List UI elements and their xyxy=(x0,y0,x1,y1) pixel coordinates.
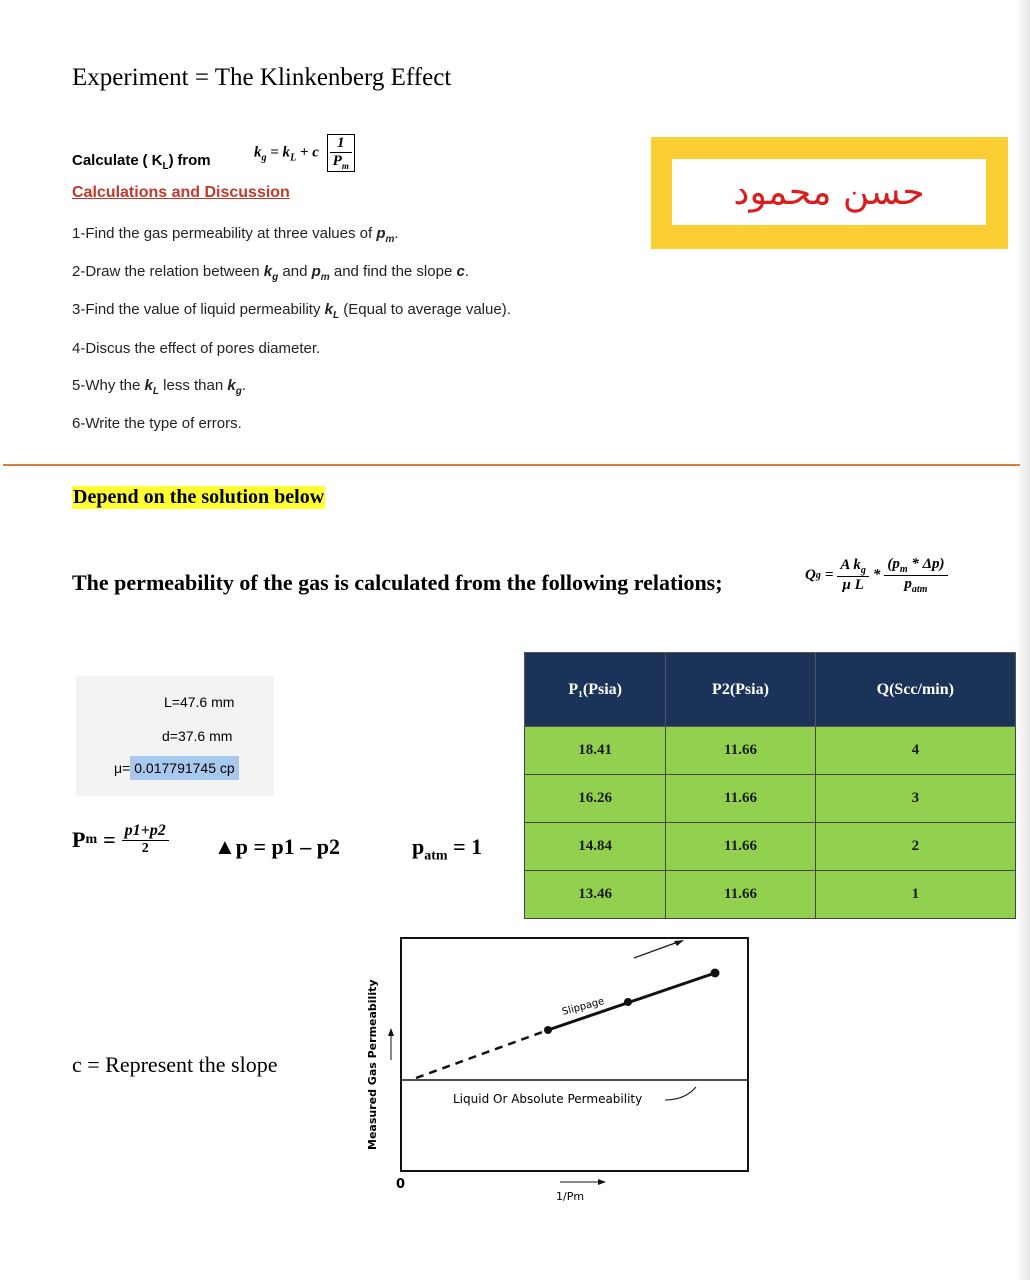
extrapolated-line xyxy=(416,1030,548,1078)
table-row xyxy=(525,727,1016,775)
cell-q: 4 xyxy=(815,727,1015,775)
list-item-5: 5-Why the $k_L$ less than $k_g$. xyxy=(72,377,246,397)
slippage-arrowhead xyxy=(674,940,684,946)
slope-note: c = Represent the slope xyxy=(72,1052,278,1077)
cell-p2: 11.66 xyxy=(666,871,815,919)
cell-q: 3 xyxy=(815,775,1015,823)
data-point-1 xyxy=(544,1026,552,1034)
calculate-prefix: Calculate xyxy=(72,152,139,169)
calculate-line xyxy=(72,152,211,172)
header-p1: P₁(Psia) xyxy=(525,653,666,727)
graph-frame xyxy=(401,938,748,1171)
page-edge-shadow xyxy=(1016,0,1030,1280)
table-header-row xyxy=(525,653,1016,727)
slippage-arrow xyxy=(634,942,678,958)
cell-p1: 13.46 xyxy=(525,871,666,919)
cell-q: 2 xyxy=(815,823,1015,871)
gas-flow-formula: Q g = $\frac{A k_g}{\text{μ L}}$ * $\frac{(p_m * \Delta p)}{p_{atm}}$ xyxy=(805,556,948,595)
name-box xyxy=(651,137,1008,249)
cell-p2: 11.66 xyxy=(666,823,815,871)
list-item-3: 3-Find the value of liquid permeability $k_L$ (Equal to average value). xyxy=(72,301,511,321)
calculations-heading: Calculations and Discussion xyxy=(72,184,290,201)
x-axis-arrowhead xyxy=(598,1179,606,1185)
data-table xyxy=(524,652,1016,919)
cell-q: 1 xyxy=(815,871,1015,919)
sample-parameters xyxy=(76,676,274,796)
list-item-2: 2-Draw the relation between $k_g$ and $p_m$ and find the slope c. xyxy=(72,263,469,283)
table-row xyxy=(525,871,1016,919)
pressure-drop-formula: ▲p = p1 – p2 xyxy=(214,834,341,859)
data-point-3 xyxy=(711,969,720,978)
data-point-2 xyxy=(624,998,632,1006)
atmospheric-pressure: $p_{atm} = 1$ xyxy=(412,834,483,864)
cell-p1: 16.26 xyxy=(525,775,666,823)
author-name: حسن محمود xyxy=(733,171,925,213)
y-axis-arrowhead xyxy=(388,1028,394,1036)
list-item-4: 4-Discus the effect of pores diameter. xyxy=(72,340,321,357)
section-divider xyxy=(3,464,1020,466)
list-item-6: 6-Write the type of errors. xyxy=(72,415,242,432)
table-row xyxy=(525,823,1016,871)
origin-label: 0 xyxy=(396,1177,406,1192)
x-axis-label: 1/Pm xyxy=(556,1190,585,1203)
kl-label: ( $K_L$) xyxy=(142,152,174,172)
cell-p1: 18.41 xyxy=(525,727,666,775)
cell-p2: 11.66 xyxy=(666,727,815,775)
length-value: L=47.6 mm xyxy=(164,694,235,710)
slippage-label: Slippage xyxy=(560,996,606,1018)
cell-p2: 11.66 xyxy=(666,775,815,823)
klinkenberg-graph xyxy=(360,930,760,1210)
mean-pressure-formula: P m = $\frac{p1+p2}{2}$ xyxy=(72,822,169,857)
header-q: Q(Scc/min) xyxy=(815,653,1015,727)
y-axis-label: Measured Gas Permeability xyxy=(366,979,379,1150)
viscosity-value: μ= 0.017791745 cp xyxy=(114,760,239,776)
table-row xyxy=(525,775,1016,823)
cell-p1: 14.84 xyxy=(525,823,666,871)
liquid-pointer xyxy=(665,1087,696,1100)
from-word: from xyxy=(177,152,211,169)
diameter-value: d=37.6 mm xyxy=(162,728,233,744)
list-item-1: 1-Find the gas permeability at three values of $p_m$. xyxy=(72,225,399,245)
name-box-inner xyxy=(672,159,986,225)
depend-highlight: Depend on the solution below xyxy=(73,486,325,508)
liquid-permeability-label: Liquid Or Absolute Permeability xyxy=(453,1092,643,1106)
permeability-statement: The permeability of the gas is calculated from the following relations; xyxy=(72,570,723,595)
klinkenberg-formula: $k_g = k_L + c$ $\frac{1}{P_m}$ xyxy=(254,134,355,172)
page-title: Experiment = The Klinkenberg Effect xyxy=(72,64,452,91)
header-p2: P2(Psia) xyxy=(666,653,815,727)
